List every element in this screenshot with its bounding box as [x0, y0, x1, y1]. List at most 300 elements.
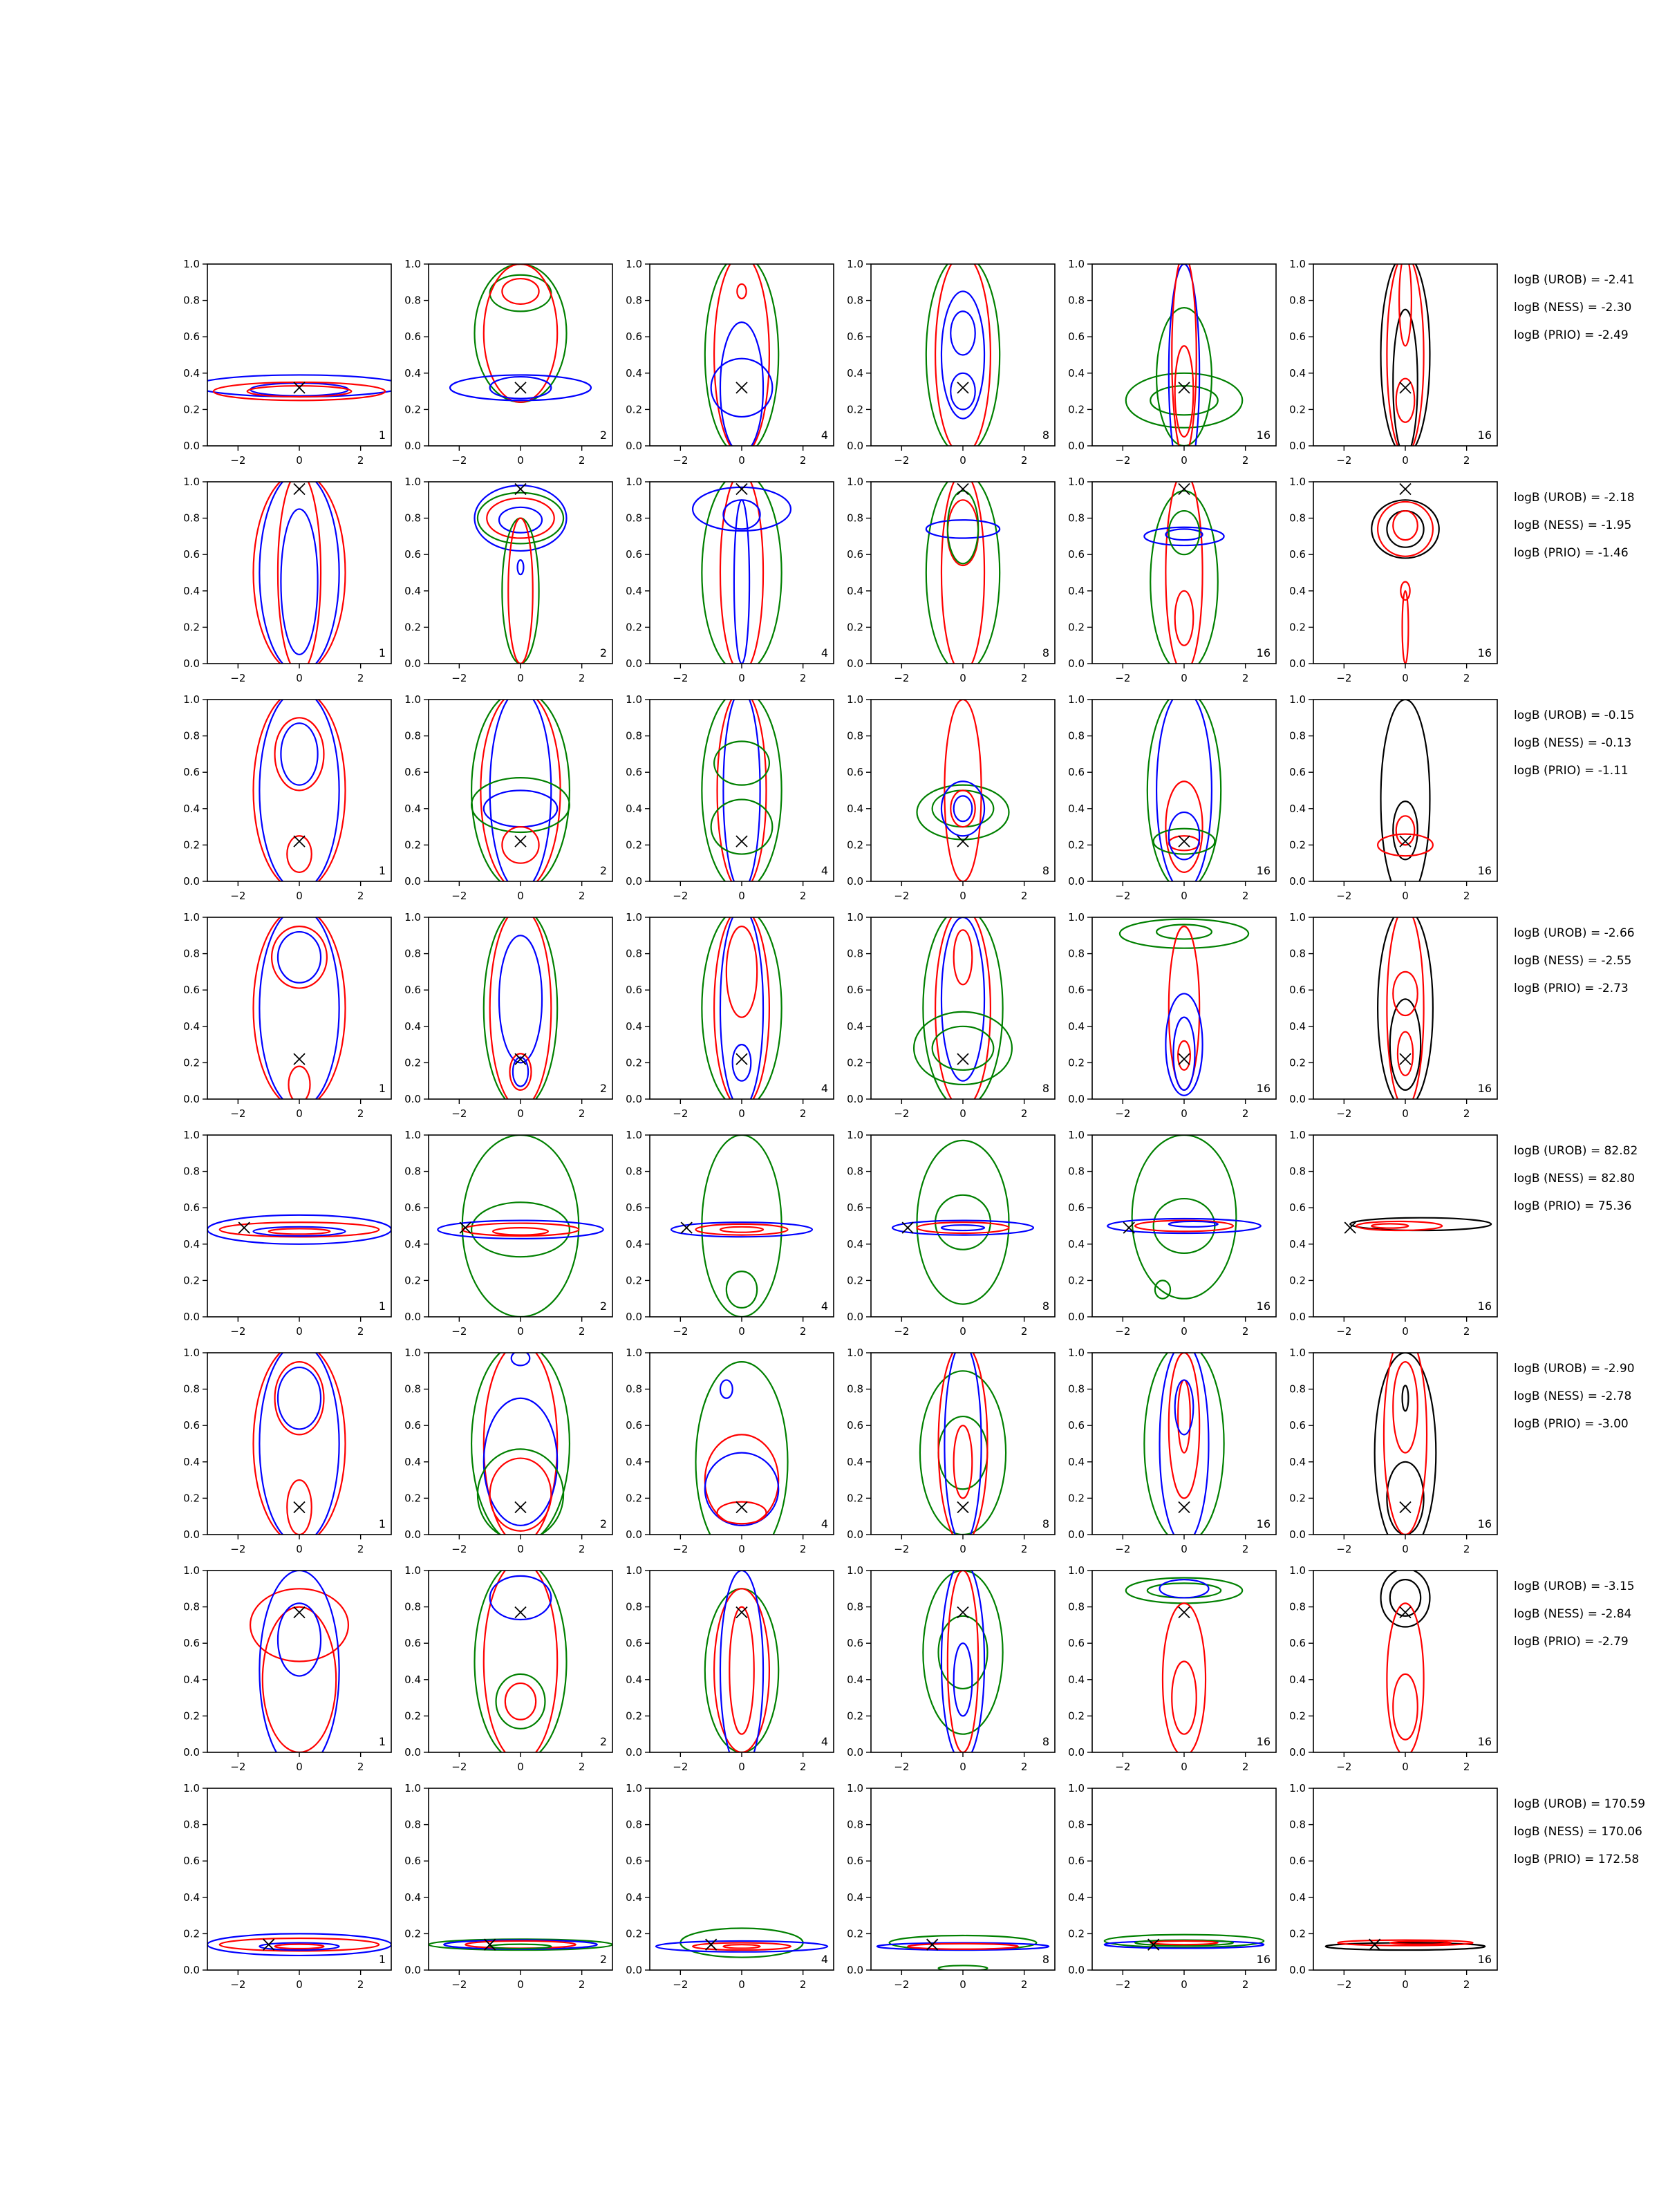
contour-set [705, 1571, 778, 1770]
x-tick-label: 2 [578, 1107, 585, 1120]
panel-count-label: 1 [378, 429, 386, 442]
green-contour-line [490, 275, 552, 312]
subplot-r1-c1 [183, 258, 404, 467]
red-contour-line [272, 926, 327, 988]
subplot-r6-c2 [404, 1344, 612, 1555]
panel-count-label: 4 [821, 1300, 828, 1313]
y-tick-label: 0.6 [847, 330, 863, 344]
panel-count-label: 16 [1477, 1953, 1492, 1966]
x-tick-label: −2 [894, 1107, 910, 1120]
x-tick-label: 2 [1020, 1107, 1028, 1120]
blue-contour-line [484, 791, 557, 827]
red-contour-line [696, 1224, 788, 1235]
y-tick-label: 0.2 [183, 1056, 200, 1069]
y-tick-label: 0.6 [1068, 1637, 1085, 1650]
logb-value: logB (PRIO) = 75.36 [1514, 1199, 1632, 1213]
x-tick-label: −2 [673, 1325, 688, 1338]
y-tick-label: 0.0 [847, 1093, 863, 1105]
x-tick-label: 2 [357, 1107, 364, 1120]
red-contour-line [1387, 908, 1423, 1108]
black-contour-line [1387, 511, 1423, 547]
true-value-marker [1400, 1053, 1411, 1065]
x-tick-label: 0 [1181, 672, 1188, 684]
y-tick-label: 0.2 [1068, 621, 1085, 634]
x-tick-label: −2 [451, 1761, 467, 1773]
subplot-r1-c2 [404, 258, 612, 467]
blue-contour-line [944, 1344, 981, 1544]
y-tick-label: 0.4 [404, 366, 421, 379]
contour-set [702, 691, 781, 890]
y-tick-label: 0.6 [1068, 1419, 1085, 1432]
red-contour-line [1387, 255, 1423, 455]
axes-frame [429, 482, 612, 664]
logb-value: logB (PRIO) = -1.11 [1514, 764, 1629, 778]
y-tick-label: 0.0 [1289, 440, 1306, 452]
x-tick-label: −2 [673, 454, 688, 467]
green-contour-line [1132, 1135, 1237, 1299]
y-tick-label: 0.2 [183, 838, 200, 852]
panel-count-label: 4 [821, 1953, 828, 1966]
green-contour-line [714, 741, 769, 785]
y-tick-label: 0.8 [626, 1382, 642, 1396]
panel-count-label: 16 [1256, 1300, 1271, 1313]
x-tick-label: 2 [357, 1325, 364, 1338]
red-contour-line [505, 1683, 536, 1720]
green-contour-line [462, 1135, 579, 1317]
y-tick-label: 0.4 [183, 1673, 200, 1686]
axes-frame [1092, 264, 1276, 446]
contour-set [475, 1562, 567, 1761]
y-tick-label: 1.0 [626, 1347, 642, 1359]
y-tick-label: 0.0 [626, 657, 642, 670]
y-tick-label: 0.8 [626, 1165, 642, 1178]
x-tick-label: −2 [230, 1761, 246, 1773]
blue-contour-line [693, 487, 791, 531]
x-tick-label: 0 [738, 1107, 745, 1120]
x-tick-label: 2 [357, 672, 364, 684]
y-tick-label: 0.8 [1068, 294, 1085, 307]
y-tick-label: 0.0 [1068, 1093, 1085, 1105]
green-contour-line [484, 908, 557, 1108]
true-value-marker [736, 484, 747, 495]
red-contour-line [1393, 972, 1417, 1015]
red-contour-line [729, 1607, 753, 1734]
y-tick-label: 1.0 [1289, 258, 1306, 270]
y-tick-label: 0.8 [847, 1818, 863, 1831]
x-tick-label: 2 [578, 1761, 585, 1773]
contour-set [671, 1135, 812, 1317]
y-tick-label: 0.4 [183, 366, 200, 379]
y-tick-label: 0.6 [404, 766, 421, 779]
contour-set [1371, 500, 1439, 664]
contour-set [920, 1344, 1006, 1544]
contour-set [1105, 1935, 1264, 1949]
blue-contour-line [1156, 691, 1212, 890]
red-contour-line [935, 908, 991, 1108]
subplot-r5-c1 [183, 1129, 391, 1338]
panel-count-label: 1 [378, 864, 386, 877]
y-tick-label: 1.0 [1289, 1347, 1306, 1359]
y-tick-label: 0.4 [404, 1891, 421, 1904]
blue-contour-line [941, 781, 984, 836]
panel-grid [183, 255, 1497, 1991]
contour-set [923, 1562, 1002, 1761]
true-value-marker [736, 1606, 747, 1618]
contour-set [926, 473, 1000, 673]
subplot-r7-c6 [1289, 1564, 1497, 1773]
y-tick-label: 0.2 [847, 621, 863, 634]
y-tick-label: 0.6 [183, 1855, 200, 1868]
red-contour-line [493, 1228, 548, 1235]
axes-frame [1313, 1571, 1497, 1752]
red-contour-line [948, 500, 978, 565]
true-value-marker [1179, 836, 1190, 847]
x-tick-label: 2 [1241, 1325, 1249, 1338]
y-tick-label: 0.4 [1068, 802, 1085, 815]
green-contour-line [702, 473, 781, 673]
subplot-r8-c5 [1068, 1782, 1276, 1991]
y-tick-label: 0.8 [1068, 729, 1085, 742]
contour-set [1144, 1344, 1224, 1544]
red-contour-line [718, 691, 767, 890]
y-tick-label: 0.8 [1289, 1600, 1306, 1613]
axes-frame [650, 264, 834, 446]
subplot-r4-c4 [847, 908, 1055, 1120]
y-tick-label: 0.6 [847, 548, 863, 561]
subplot-r4-c3 [626, 908, 834, 1120]
contour-set [1126, 1578, 1242, 1756]
true-value-marker [294, 836, 305, 847]
contour-set [207, 1933, 391, 1956]
logb-value: logB (PRIO) = 172.58 [1514, 1853, 1640, 1866]
panel-count-label: 8 [1042, 1300, 1049, 1313]
x-tick-label: 2 [1020, 1761, 1028, 1773]
panel-count-label: 1 [378, 1082, 386, 1095]
red-contour-line [1163, 1603, 1206, 1756]
x-tick-label: −2 [894, 1325, 910, 1338]
y-tick-label: 0.8 [1068, 512, 1085, 525]
red-contour-line [269, 1228, 330, 1234]
x-tick-label: −2 [673, 1107, 688, 1120]
green-contour-line [1126, 1578, 1242, 1604]
y-tick-label: 0.6 [847, 984, 863, 997]
true-value-marker [294, 484, 305, 495]
contour-set [693, 473, 791, 673]
logb-value: logB (UROB) = -3.15 [1514, 1580, 1635, 1593]
x-tick-label: 0 [959, 1325, 966, 1338]
y-tick-label: 1.0 [404, 1129, 421, 1141]
subplot-r1-c6 [1289, 255, 1497, 467]
panel-count-label: 2 [599, 429, 607, 442]
green-contour-line [1147, 1583, 1221, 1597]
true-value-marker [294, 1606, 305, 1618]
y-tick-label: 0.6 [626, 984, 642, 997]
y-tick-label: 0.4 [1289, 1673, 1306, 1686]
subplot-r2-c2 [404, 476, 612, 684]
y-tick-label: 0.2 [847, 1492, 863, 1505]
y-tick-label: 0.8 [626, 1600, 642, 1613]
axes-frame [1313, 482, 1497, 664]
black-contour-line [1378, 908, 1433, 1108]
y-tick-label: 0.4 [626, 1673, 642, 1686]
red-contour-line [1175, 346, 1194, 437]
y-tick-label: 0.2 [183, 1927, 200, 1940]
subplot-r8-c2 [404, 1782, 612, 1991]
blue-contour-line [720, 908, 763, 1108]
panel-count-label: 1 [378, 1517, 386, 1530]
y-tick-label: 0.2 [1068, 1709, 1085, 1723]
y-tick-label: 0.2 [1068, 1274, 1085, 1287]
x-tick-label: 0 [1181, 1978, 1188, 1991]
x-tick-label: 0 [1402, 672, 1409, 684]
subplot-r8-c1 [183, 1782, 391, 1991]
y-tick-label: 1.0 [183, 1564, 200, 1577]
y-tick-label: 1.0 [183, 258, 200, 270]
y-tick-label: 0.4 [1289, 1455, 1306, 1468]
axes-frame [871, 482, 1055, 664]
y-tick-label: 0.0 [626, 1746, 642, 1759]
subplot-r5-c4 [847, 1129, 1055, 1338]
subplot-r2-c3 [626, 473, 834, 684]
x-tick-label: 0 [959, 454, 966, 467]
panel-count-label: 4 [821, 1735, 828, 1748]
y-tick-label: 0.2 [847, 1274, 863, 1287]
true-value-marker [736, 382, 747, 393]
y-tick-label: 0.4 [847, 1673, 863, 1686]
green-contour-line [475, 1562, 567, 1761]
y-tick-label: 0.0 [1068, 1964, 1085, 1976]
red-contour-line [1172, 1662, 1196, 1734]
red-contour-line [908, 1944, 1018, 1949]
contour-set [892, 1141, 1033, 1304]
red-contour-line [288, 1067, 310, 1103]
subplot-r2-c4 [847, 473, 1055, 684]
panel-count-label: 2 [599, 1300, 607, 1313]
blue-contour-line [259, 1344, 339, 1544]
x-tick-label: 0 [296, 1978, 303, 1991]
contour-set [1107, 1135, 1261, 1299]
true-value-marker [515, 1502, 526, 1513]
y-tick-label: 0.2 [626, 1274, 642, 1287]
y-tick-label: 0.0 [1289, 875, 1306, 888]
blue-contour-line [518, 560, 524, 574]
x-tick-label: 0 [517, 672, 524, 684]
x-tick-label: −2 [451, 454, 467, 467]
x-tick-label: −2 [1336, 1543, 1352, 1555]
red-contour-line [254, 1344, 346, 1544]
x-tick-label: 0 [517, 1978, 524, 1991]
x-tick-label: 2 [1241, 890, 1249, 902]
contour-set [914, 908, 1012, 1108]
red-contour-line [508, 518, 532, 664]
y-tick-label: 0.4 [626, 1455, 642, 1468]
x-tick-label: 0 [1402, 1978, 1409, 1991]
y-tick-label: 0.8 [183, 512, 200, 525]
y-tick-label: 0.4 [183, 802, 200, 815]
x-tick-label: 0 [959, 1107, 966, 1120]
y-tick-label: 0.0 [1289, 1093, 1306, 1105]
y-tick-label: 0.8 [847, 729, 863, 742]
x-tick-label: 2 [1241, 1107, 1249, 1120]
red-contour-line [1399, 255, 1412, 346]
subplot-r8-c4 [847, 1782, 1055, 1991]
x-tick-label: 0 [296, 1325, 303, 1338]
y-tick-label: 0.0 [626, 875, 642, 888]
x-tick-label: 0 [1181, 1761, 1188, 1773]
logb-value: logB (UROB) = -2.66 [1514, 926, 1635, 940]
red-contour-line [1384, 1335, 1427, 1535]
panel-count-label: 2 [599, 1953, 607, 1966]
red-contour-line [737, 284, 746, 299]
x-tick-label: −2 [230, 454, 246, 467]
logb-value: logB (NESS) = 82.80 [1514, 1172, 1635, 1185]
y-tick-label: 0.8 [183, 1382, 200, 1396]
red-contour-line [263, 1607, 336, 1752]
blue-contour-line [281, 509, 317, 654]
x-tick-label: 0 [738, 890, 745, 902]
axes-frame [429, 1571, 612, 1752]
x-tick-label: 2 [1241, 1761, 1249, 1773]
red-contour-line [954, 1425, 973, 1498]
green-contour-line [1144, 1344, 1224, 1544]
y-tick-label: 0.2 [404, 1492, 421, 1505]
y-tick-label: 0.6 [1289, 1855, 1306, 1868]
true-value-marker [736, 836, 747, 847]
y-tick-label: 1.0 [626, 1782, 642, 1794]
logb-value: logB (NESS) = 170.06 [1514, 1825, 1642, 1839]
y-tick-label: 0.4 [626, 584, 642, 597]
x-tick-label: 2 [578, 1325, 585, 1338]
y-tick-label: 0.4 [183, 584, 200, 597]
panel-count-label: 4 [821, 429, 828, 442]
y-tick-label: 0.2 [183, 403, 200, 416]
red-contour-line [1175, 591, 1194, 646]
logb-block-row-5 [1514, 1144, 1638, 1213]
y-tick-label: 1.0 [1068, 693, 1085, 706]
x-tick-label: 2 [1020, 1325, 1028, 1338]
y-tick-label: 0.0 [183, 1093, 200, 1105]
y-tick-label: 0.4 [404, 584, 421, 597]
y-tick-label: 0.2 [847, 1709, 863, 1723]
y-tick-label: 0.6 [404, 1637, 421, 1650]
y-tick-label: 1.0 [847, 693, 863, 706]
y-tick-label: 0.4 [847, 584, 863, 597]
x-tick-label: 0 [517, 890, 524, 902]
y-tick-label: 0.4 [183, 1020, 200, 1033]
black-contour-line [1371, 500, 1439, 558]
red-contour-line [1393, 511, 1417, 540]
blue-contour-line [499, 935, 542, 1062]
axes-frame [1313, 700, 1497, 881]
y-tick-label: 0.2 [183, 1274, 200, 1287]
subplot-r5-c5 [1068, 1129, 1276, 1338]
y-tick-label: 0.4 [847, 1237, 863, 1250]
subplot-r4-c1 [183, 908, 391, 1120]
x-tick-label: −2 [1336, 1761, 1352, 1773]
contour-set [450, 264, 591, 402]
black-contour-line [1381, 700, 1430, 899]
y-tick-label: 0.6 [847, 1201, 863, 1215]
y-tick-label: 0.4 [626, 1891, 642, 1904]
black-contour-line [1403, 1385, 1409, 1411]
x-tick-label: 0 [738, 1761, 745, 1773]
axes-frame [650, 482, 834, 664]
y-tick-label: 1.0 [626, 1129, 642, 1141]
subplot-r4-c6 [1289, 908, 1497, 1120]
y-tick-label: 0.6 [626, 1201, 642, 1215]
red-contour-line [723, 1944, 760, 1948]
logb-value: logB (NESS) = -2.78 [1514, 1389, 1632, 1403]
y-tick-label: 0.0 [1289, 1746, 1306, 1759]
y-tick-label: 1.0 [1068, 258, 1085, 270]
blue-contour-line [723, 691, 760, 890]
axes-frame [871, 1135, 1055, 1317]
x-tick-label: −2 [1336, 1978, 1352, 1991]
y-tick-label: 0.4 [183, 1891, 200, 1904]
logb-block-row-6 [1514, 1362, 1635, 1431]
x-tick-label: 0 [738, 1978, 745, 1991]
x-tick-label: −2 [894, 1543, 910, 1555]
panel-count-label: 8 [1042, 1517, 1049, 1530]
x-tick-label: 0 [517, 454, 524, 467]
red-contour-line [1150, 1941, 1218, 1944]
true-value-marker [957, 836, 968, 847]
x-tick-label: 0 [1402, 890, 1409, 902]
y-tick-label: 1.0 [183, 1782, 200, 1794]
subplot-r8-c3 [626, 1782, 834, 1991]
y-tick-label: 0.8 [404, 1382, 421, 1396]
y-tick-label: 1.0 [847, 476, 863, 488]
y-tick-label: 0.0 [1289, 657, 1306, 670]
blue-contour-line [250, 383, 348, 395]
y-tick-label: 0.0 [847, 657, 863, 670]
contour-set [877, 1936, 1049, 1971]
x-tick-label: −2 [1115, 1325, 1131, 1338]
x-tick-label: 0 [296, 1543, 303, 1555]
y-tick-label: 0.6 [1289, 1637, 1306, 1650]
x-tick-label: 2 [799, 890, 807, 902]
x-tick-label: 0 [959, 1543, 966, 1555]
panel-count-label: 4 [821, 1517, 828, 1530]
y-tick-label: 1.0 [1068, 476, 1085, 488]
y-tick-label: 0.2 [404, 621, 421, 634]
subplot-r7-c4 [847, 1562, 1055, 1773]
y-tick-label: 0.4 [1289, 584, 1306, 597]
y-tick-label: 1.0 [404, 258, 421, 270]
subplot-r6-c3 [626, 1347, 834, 1562]
y-tick-label: 0.8 [1289, 1818, 1306, 1831]
red-contour-line [214, 382, 385, 400]
y-tick-label: 0.6 [404, 1855, 421, 1868]
y-tick-label: 0.4 [626, 1020, 642, 1033]
y-tick-label: 0.2 [1289, 1927, 1306, 1940]
y-tick-label: 0.4 [1289, 1891, 1306, 1904]
logb-value: logB (UROB) = -2.18 [1514, 491, 1635, 505]
true-value-marker [1179, 382, 1190, 393]
subplot-r2-c6 [1289, 476, 1497, 684]
y-tick-label: 0.0 [404, 1746, 421, 1759]
red-contour-line [1393, 1362, 1417, 1452]
y-tick-label: 1.0 [626, 911, 642, 924]
y-tick-label: 0.8 [183, 947, 200, 960]
subplot-r1-c5 [1068, 255, 1276, 482]
y-tick-label: 0.6 [183, 1201, 200, 1215]
y-tick-label: 0.2 [404, 1056, 421, 1069]
red-contour-line [278, 473, 321, 673]
y-tick-label: 0.6 [847, 1637, 863, 1650]
red-contour-line [484, 1562, 557, 1761]
y-tick-label: 0.4 [404, 1673, 421, 1686]
